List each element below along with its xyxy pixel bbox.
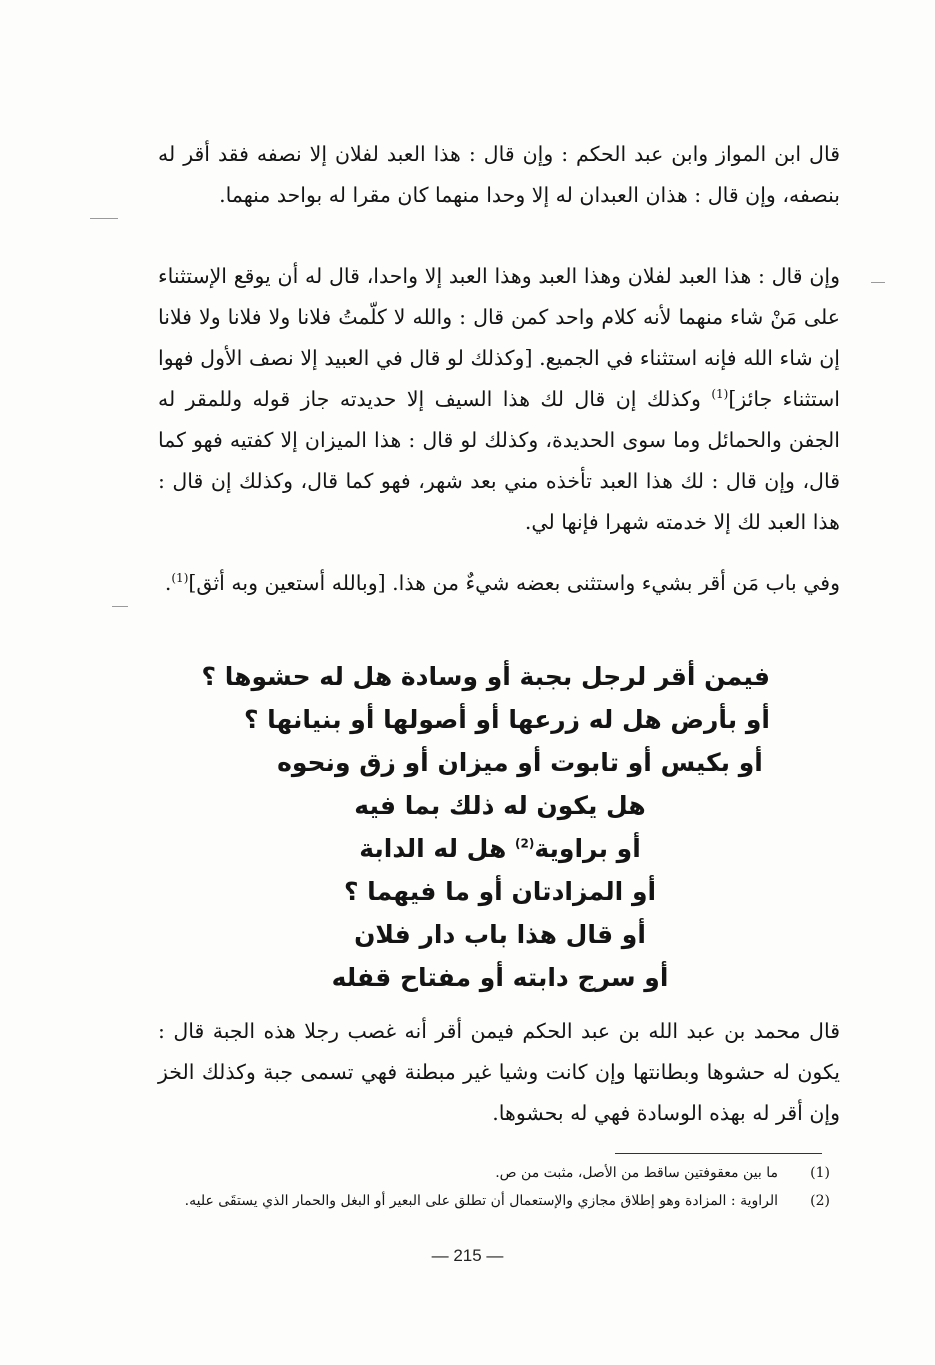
heading-line: أو سرج دابته أو مفتاح قفله: [331, 963, 669, 992]
footnote-ref: (1): [711, 387, 729, 402]
paragraph-text-part: وكذلك إن قال لك هذا السيف إلا حديدته جاز قوله وللمقر له الجفن والحمائل وما سوى الحديدة، وكذلك لو قال : هذا الميزان إلا كفتيه فهو كما قال، وإن قال : لك هذا العبد تأخذه مني بعد شهر، فهو كما قال، وكذلك إن قال : هذا العبد لك إلا خدمته شهرا فإنها لي.: [158, 387, 840, 534]
paragraph-text: [158, 256, 840, 543]
heading-line: أو بأرض هل له زرعها أو أصولها أو بنيانها ؟: [243, 705, 770, 734]
paragraph-text: قال ابن المواز وابن عبد الحكم : وإن قال : هذا العبد لفلان إلا نصفه فقد أقر له بنصفه، وإن قال : هذان العبدان له إلا وحدا منهما كان مقرا له بواحد منهما.: [158, 142, 840, 207]
footnote-divider: [615, 1153, 822, 1154]
paragraph-text-part: وإن قال : هذا العبد لفلان وهذا العبد وهذا العبد إلا واحدا، قال له أن يوقع الإستثناء على مَنْ شاء منهما لأنه كلام واحد كمن قال : والله لا كلّمتُ فلانا ولا فلانا ولا فلانا إن شاء الله فإنه استثناء في الجميع. [وكذلك لو قال في العبيد إلا نصف الأول فهوا استثناء جائز]: [158, 264, 841, 411]
paragraph-3: [158, 563, 840, 604]
page-number: — 215 —: [431, 1246, 504, 1265]
margin-mark: [112, 606, 128, 607]
heading-line: [230, 827, 770, 870]
heading-line: أو قال هذا باب دار فلان: [354, 920, 646, 949]
heading-line-part: هل له الدابة: [359, 834, 516, 863]
section-heading-verses: [201, 655, 770, 999]
footnote-ref: (2): [515, 836, 535, 851]
footnotes: [150, 1160, 830, 1216]
paragraph-text: [158, 563, 840, 604]
paragraph-4: [158, 1011, 840, 1134]
paragraph-end-mark: .: [164, 571, 172, 595]
heading-line: أو المزادتان أو ما فيهما ؟: [343, 877, 657, 906]
footnote-text: الراوية : المزادة وهو إطلاق مجازي والإستعمال أن تطلق على البعير أو البغل والحمار الذي يستقَى عليه.: [184, 1193, 778, 1209]
footnote-item: [150, 1160, 830, 1186]
footnote-item: [150, 1188, 830, 1214]
footnote-number: (2): [810, 1193, 830, 1209]
paragraph-text: قال محمد بن عبد الله بن عبد الحكم فيمن أقر أنه غصب رجلا هذه الجبة قال : يكون له حشوها وبطانتها وإن كانت وشيا غير مبطنة فهي تسمى جبة وكذلك الخز وإن أقر له بهذه الوسادة فهي له بحشوها.: [158, 1019, 840, 1125]
footnote-number: (1): [810, 1165, 830, 1181]
heading-line: أو بكيس أو تابوت أو ميزان أو زق ونحوه: [277, 748, 763, 777]
paragraph-2: [158, 256, 840, 543]
footnote-ref: (1): [171, 571, 189, 586]
margin-mark: [90, 218, 118, 219]
margin-mark: [871, 282, 885, 283]
paragraph-text-part: وفي باب مَن أقر بشيء واستثنى بعضه شيءٌ من هذا. [وبالله أستعين وبه أثق]: [188, 571, 840, 595]
footnote-text: ما بين معقوفتين ساقط من الأصل، مثبت من ص.: [495, 1165, 778, 1181]
heading-line: هل يكون له ذلك بما فيه: [354, 791, 646, 820]
heading-line: فيمن أقر لرجل بجبة أو وسادة هل له حشوها ؟: [201, 662, 770, 691]
paragraph-1: [158, 134, 840, 216]
heading-line-part: أو براوية: [534, 834, 641, 863]
